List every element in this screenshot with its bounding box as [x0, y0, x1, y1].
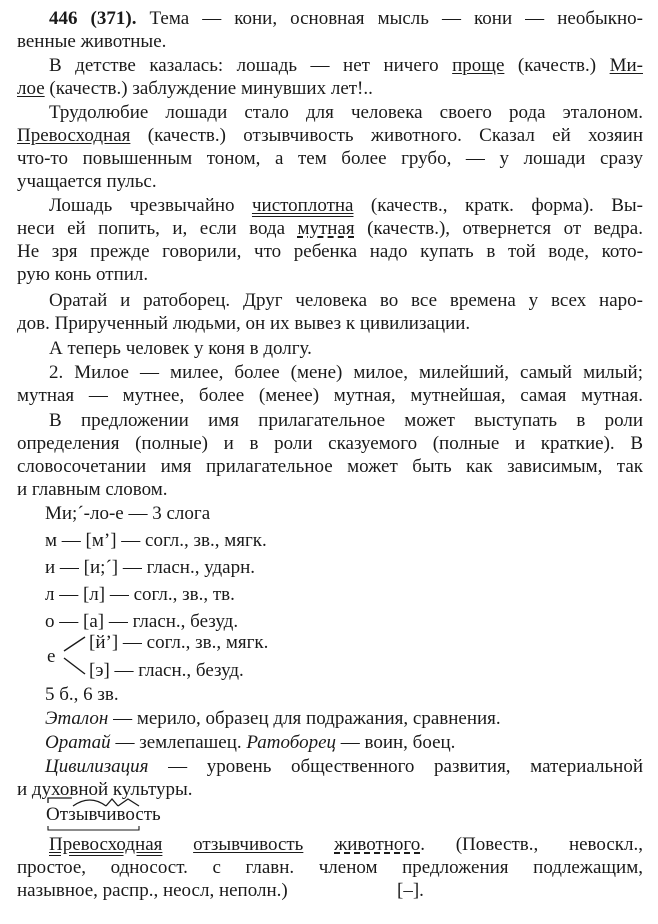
phonetic-row-i: и — [и;´] — гласн., ударн. [45, 557, 256, 578]
exercise-number: 446 (371). [49, 8, 137, 29]
underlined-word-chistoplotna: чистоплотна [251, 195, 354, 216]
p3-line-3: Не зря прежде говорили, что ребенка надо купать в той воде, кото- [17, 241, 643, 262]
underlined-word-zhivotnogo: животного [334, 834, 421, 855]
p7-line-3: словосочетании имя прилагательное может быть как зависимым, так [17, 456, 643, 477]
p4-line-1: Оратай и ратоборец. Друг человека во все времена у всех наро- [49, 290, 643, 311]
p3-line-1: Лошадь чрезвычайно чистоплотна (качеств., кратк. форма). Вы- [49, 195, 643, 216]
underlined-word-prevoskhodnaya: Превосходная [17, 125, 131, 146]
phonetic-summary: 5 б., 6 зв. [45, 684, 119, 705]
phonetic-row-l: л — [л] — согл., зв., тв. [45, 584, 235, 605]
sentence-scheme: [–]. [397, 880, 424, 901]
p7-line-4: и главным словом. [17, 479, 168, 500]
p7-line-2: определения (полные) и в роли сказуемого (полные и краткие). В [17, 433, 643, 454]
p1-line-2: лое (качеств.) заблуждение минувших лет!.. [17, 78, 373, 99]
analysis-line-2: простое, односост. с главн. членом предложения подлежащим, [17, 857, 643, 878]
underlined-word-mutnaya: мутная [297, 218, 355, 239]
phonetic-row-m: м — [м’] — согл., зв., мягк. [45, 530, 267, 551]
p6-line-1: 2. Милое — милее, более (мене) милое, милейший, самый милый; [49, 362, 643, 383]
definition-tsivilizatsiya-cont: и духовной культуры. [17, 779, 193, 800]
exercise-line-1: 446 (371). Тема — кони, основная мысль — кони — необыкно- [49, 8, 643, 29]
p4-line-2: дов. Прирученный людьми, он их вывез к цивилизации. [17, 313, 471, 334]
underlined-word-milo: Ми- [609, 55, 643, 76]
underlined-word-proshche: проще [452, 55, 505, 76]
phonetic-branch-j: [й’] — согл., зв., мягк. [89, 632, 269, 653]
p1-line-1: В детстве казалась: лошадь — нет ничего проще (качеств.) Ми- [49, 55, 643, 76]
underlined-subject: Превосходная [49, 834, 163, 855]
phonetic-row-o: о — [а] — гласн., безуд. [45, 611, 239, 632]
phonetic-branch-e: [э] — гласн., безуд. [89, 660, 244, 681]
underlined-word-otzyvchivost: отзывчивость [193, 834, 304, 855]
p7-line-1: В предложении имя прилагательное может выступать в роли [49, 410, 643, 431]
p5-line-1: А теперь человек у коня в долгу. [49, 338, 312, 359]
p2-line-3: что-то повышенным тоном, а тем более грубо, — у лошади сразу [17, 148, 643, 169]
phonetic-letter-e: е [47, 646, 56, 667]
analysis-line-1: Превосходная отзывчивость животного. (Повеств., невоскл., [49, 834, 644, 855]
p3-line-4: рую конь отпил. [17, 264, 149, 285]
p6-line-2: мутная — мутнее, более (менее) мутная, мутнейшая, самая мутная. [17, 385, 643, 406]
definition-tsivilizatsiya: Цивилизация — уровень общественного развития, материальной [45, 756, 643, 777]
definition-oratai: Оратай — землепашец. Ратоборец — воин, боец. [45, 732, 456, 753]
p2-line-2: Превосходная (качеств.) отзывчивость животного. Сказал ей хозяин [17, 125, 643, 146]
p3-line-2: неси ей попить, и, если вода мутная (качеств.), отвернется от ведра. [17, 218, 643, 239]
morphemic-word: Отзывчивость [46, 804, 161, 825]
phonetic-word: Ми;´-ло-е — 3 слога [45, 503, 211, 524]
p2-line-4: учащается пульс. [17, 171, 157, 192]
p2-line-1: Трудолюбие лошади стало для человека своего рода эталоном. [49, 102, 643, 123]
definition-etalon: Эталон — мерило, образец для подражания, сравнения. [45, 708, 501, 729]
exercise-line-2: венные животные. [17, 31, 167, 52]
analysis-line-3: назывное, распр., неосл, неполн.) [17, 880, 288, 901]
